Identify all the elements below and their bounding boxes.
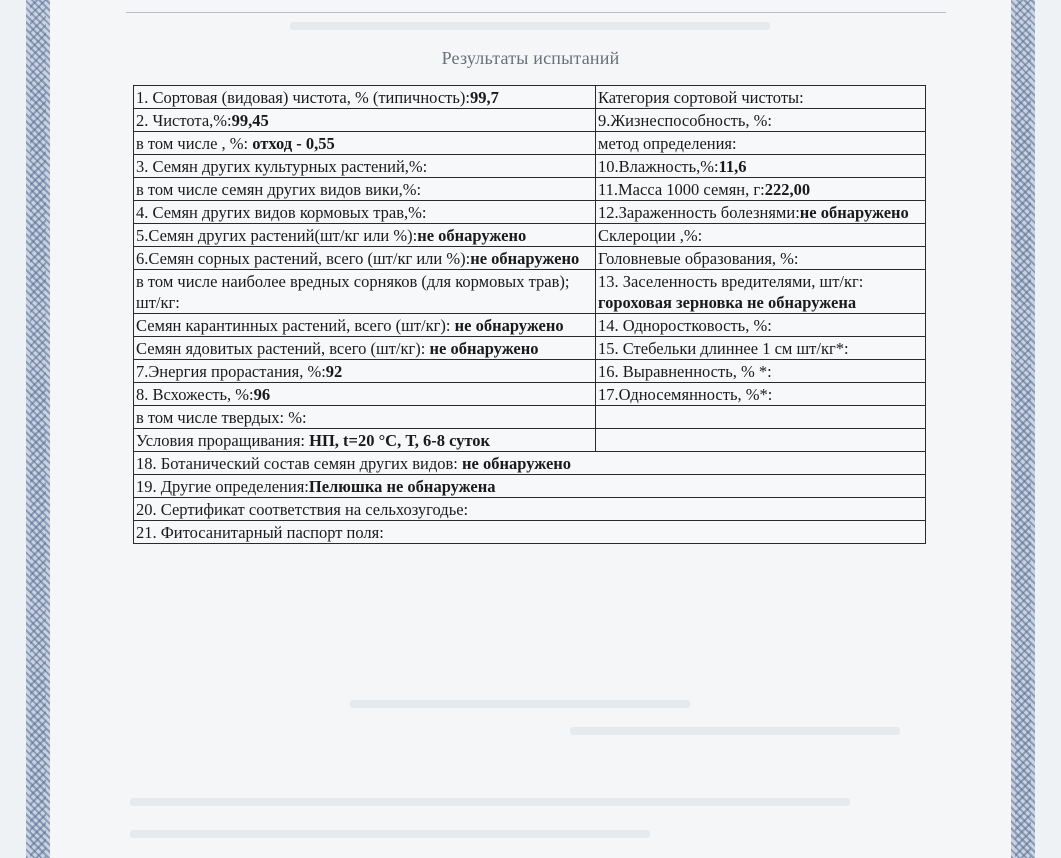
field-value: не обнаружено — [454, 316, 564, 335]
decorative-border-right — [1011, 0, 1035, 858]
field-label: 2. Чистота,%: — [136, 111, 232, 130]
field-label: 3. Семян других культурных растений,%: — [136, 157, 428, 176]
result-cell-left — [134, 270, 596, 314]
table-row — [134, 155, 926, 178]
table-row — [134, 429, 926, 452]
result-cell-left — [134, 406, 596, 429]
table-row — [134, 201, 926, 224]
result-cell-left — [134, 337, 596, 360]
field-label: 4. Семян других видов кормовых трав,%: — [136, 203, 427, 222]
result-cell-right — [596, 155, 926, 178]
field-label: 20. Сертификат соответствия на сельхозугодье: — [136, 500, 469, 519]
table-row — [134, 360, 926, 383]
field-label: 1. Сортовая (видовая) чистота, % (типичность): — [136, 88, 470, 107]
field-label: 17.Односемянность, %*: — [598, 385, 773, 404]
field-label: 14. Одноростковость, %: — [598, 316, 772, 335]
field-label: метод определения: — [598, 134, 737, 153]
decorative-border-left — [26, 0, 50, 858]
bleed-through-line — [130, 798, 850, 806]
result-cell-left — [134, 247, 596, 270]
field-value: 96 — [253, 385, 271, 404]
field-label: 7.Энергия прорастания, %: — [136, 362, 326, 381]
field-label: 10.Влажность,%: — [598, 157, 719, 176]
result-cell-left — [134, 429, 596, 452]
table-row — [134, 406, 926, 429]
field-value: не обнаружено — [429, 339, 539, 358]
table-row-full — [134, 498, 926, 521]
bleed-through-line — [290, 22, 770, 30]
field-value: 11,6 — [718, 157, 747, 176]
field-label: Головневые образования, %: — [598, 249, 799, 268]
result-cell-right — [596, 86, 926, 109]
result-cell-right — [596, 109, 926, 132]
results-table — [133, 85, 926, 544]
field-value: Пелюшка не обнаружена — [308, 477, 496, 496]
top-divider — [126, 12, 946, 13]
field-label: Семян ядовитых растений, всего (шт/кг): — [136, 339, 430, 358]
field-label: Склероции ,%: — [598, 226, 703, 245]
table-row-full — [134, 452, 926, 475]
result-cell-right — [596, 178, 926, 201]
table-row — [134, 132, 926, 155]
result-cell-right — [596, 383, 926, 406]
field-value: 99,45 — [231, 111, 269, 130]
field-label: 8. Всхожесть, %: — [136, 385, 254, 404]
result-cell-right — [596, 201, 926, 224]
result-cell-right — [596, 429, 926, 452]
field-value: НП, t=20 °С, Т, 6-8 суток — [309, 431, 491, 450]
field-label: 5.Семян других растений(шт/кг или %): — [136, 226, 418, 245]
table-row — [134, 86, 926, 109]
table-row — [134, 270, 926, 314]
field-label: 18. Ботанический состав семян других видов: — [136, 454, 463, 473]
table-row — [134, 383, 926, 406]
bleed-through-line — [350, 700, 690, 708]
field-label: 9.Жизнеспособность, %: — [598, 111, 772, 130]
field-label: Семян карантинных растений, всего (шт/кг): — [136, 316, 455, 335]
field-value: не обнаружено — [417, 226, 527, 245]
result-cell-left — [134, 224, 596, 247]
result-cell-left — [134, 86, 596, 109]
table-row-full — [134, 475, 926, 498]
result-cell-full — [134, 498, 926, 521]
result-cell-right — [596, 247, 926, 270]
result-cell-full — [134, 452, 926, 475]
bleed-through-line — [130, 830, 650, 838]
table-row — [134, 178, 926, 201]
field-label: Категория сортовой чистоты: — [598, 88, 804, 107]
result-cell-right — [596, 406, 926, 429]
field-label: 6.Семян сорных растений, всего (шт/кг или %): — [136, 249, 471, 268]
result-cell-left — [134, 109, 596, 132]
result-cell-left — [134, 201, 596, 224]
result-cell-left — [134, 155, 596, 178]
field-label: в том числе твердых: %: — [136, 408, 307, 427]
table-row — [134, 337, 926, 360]
result-cell-left — [134, 178, 596, 201]
field-label: 21. Фитосанитарный паспорт поля: — [136, 523, 384, 542]
table-row — [134, 224, 926, 247]
result-cell-right — [596, 360, 926, 383]
field-label: 13. Заселенность вредителями, шт/кг: — [598, 272, 864, 291]
table-row — [134, 247, 926, 270]
bleed-through-line — [570, 727, 900, 735]
result-cell-full — [134, 475, 926, 498]
result-cell-right — [596, 314, 926, 337]
result-cell-right — [596, 132, 926, 155]
result-cell-left — [134, 132, 596, 155]
field-value: отход - 0,55 — [252, 134, 335, 153]
result-cell-right — [596, 224, 926, 247]
document-title: Результаты испытаний — [441, 48, 620, 68]
field-label: в том числе семян других видов вики,%: — [136, 180, 422, 199]
field-value: не обнаружено — [470, 249, 580, 268]
table-row — [134, 314, 926, 337]
result-cell-right — [596, 270, 926, 314]
field-label: 16. Выравненность, % *: — [598, 362, 772, 381]
result-cell-full — [134, 521, 926, 544]
field-value: не обнаружено — [462, 454, 572, 473]
field-label: 12.Зараженность болезнями: — [598, 203, 800, 222]
field-label: в том числе наиболее вредных сорняков (для кормовых трав); шт/кг: — [136, 272, 570, 312]
field-label: Условия проращивания: — [136, 431, 310, 450]
table-row-full — [134, 521, 926, 544]
table-row — [134, 109, 926, 132]
result-cell-left — [134, 360, 596, 383]
field-label: 11.Масса 1000 семян, г: — [598, 180, 765, 199]
field-value: не обнаружено — [799, 203, 909, 222]
field-value: 99,7 — [469, 88, 499, 107]
field-label: в том числе , %: — [136, 134, 253, 153]
result-cell-left — [134, 314, 596, 337]
result-cell-right — [596, 337, 926, 360]
field-label: 15. Стебельки длиннее 1 см шт/кг*: — [598, 339, 849, 358]
field-value: 222,00 — [764, 180, 811, 199]
field-value: 92 — [325, 362, 343, 381]
field-value: гороховая зерновка не обнаружена — [598, 293, 857, 312]
field-label: 19. Другие определения: — [136, 477, 309, 496]
result-cell-left — [134, 383, 596, 406]
